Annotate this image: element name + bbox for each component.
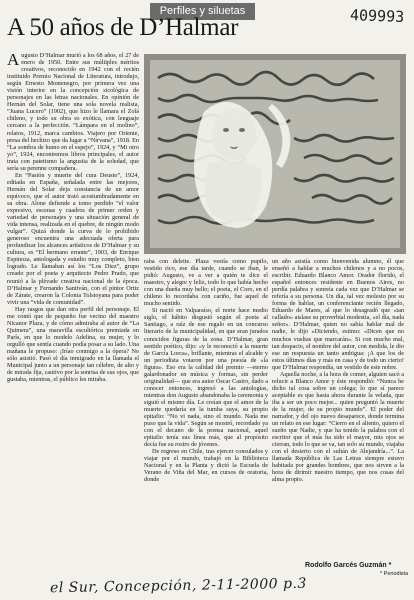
article-title: A 50 años de D’Halmar xyxy=(7,14,239,41)
paragraph: un año asistía como bienvenida alumno, él que enseñó a hablar a muchos chilenos y a no pocos, escribir. Eduardo Blanco Amor. Orador florido, el español entonces residente en Buenos Aires, no perdía palabra y sonreía cada vez que D’Halmar se refería a su persona. Un día, tal vez molesto por su forma de hablar, un conferenciante recién llegado, Eduardo de Mares, al que lo desagradó que «tan callado» aislase su proverbial modestia, «el día, nada señor». D’Halmar, quien no sabía hablar mal de nadie, le dijo «Diciendo, estimo: «Dicen que no muchos vueltas que marcarán». Si con mucho mal, tan despacio, el nombre del autor, con medida, le dio ese un respuesta un tanto ambigua: ¡A que los de estos últimos días y más en casa y de todo un cierto! que D’Halmar respondía, un vestido de este nobre. xyxy=(272,258,404,371)
author-signature: Rodolfo Garcés Guzmán * xyxy=(305,562,392,569)
section-banner: Perfiles y siluetas xyxy=(150,3,255,20)
handwritten-source-note: el Sur, Concepción, 2-11-2000 p.3 xyxy=(49,575,307,597)
paragraph: Aquella noche, a la hora de comer, alguien sacó a relucir a Blanco Amor y éste respondió: “Nunca he dicho tal cosa sobre un colega; lo que sí parece aceptable es que hasta ahora durante la velada, que iba a ser un poco mejor... quien preguntó la muerte de la mujer, de su propio mundo”. El poder del narrador, y del ojo nuevo desaparece, donde termina un relato en ese lugar: “Cierro en el aliento, quiero el sueño que Nadie, y que ha tenido la palabra con el escritor que el más ha sido el mayor, mis ojos se cierran, todo lo que se va, tan solo su mundo, viajaba con el desierto con el sultán de Alejandría...”. La llamada República de Las Letras siempre estuvo habitada por grandes hombres, que nos sirven a la hora de dirimir nuestro tiempo, que nos cosas del alma propio. xyxy=(272,370,404,484)
drop-cap: A xyxy=(7,52,20,69)
paragraph: raba con deleite. Plaza vestía como pupilo, vestido rico, ese día tarde, cuando se iban, le pidió: Augusto, ve a ver a quién te dice el maestro, y alegre y feliz, todo lo que había hecho con una dueña muy bello; el poeta, el Coro, en el chileno lo recordaba con cariño, fue aquel de mucho sentido. xyxy=(144,258,268,308)
article-photo xyxy=(144,54,406,254)
paragraph: Si nació en Valparaíso, el norte hace medio siglo, el hábito disgustó según el poeta al Santiago, a raíz de ese regalo en un concurso literario de la municipalidad, en que eran jurados conocidos figuras de la zona. D’Halmar, gran sentido poético, dijo: «y le reconoció a la muerte de García Lorca», brillante, mientras el alcalde y un periodista votaron por una poesía de «la figura». Eso era la calidad del premio —eterno galardonador en música y formas, sin perder originalidad— que era autor Óscar Castro, dado a conocer entonces, ingresó a las antologías, mientras don Augusto abandonaba la ceremonia y siguió el mismo día. Le creían que el amor de la muerte quedaría en la tumba suya, su propio epitafio: “No vi nada, sino el mundo. Nada me puso que la vida”. Según se mostró, recordado ya con el decano de la prensa nacional, aquel epitafio tenía sus línea más, que al propósito decía fue su rostro de jóvenes. xyxy=(144,307,268,449)
paragraph: De regreso en Chile, tras ejercer consulados y viajar por el mundo, trabajó en la Biblioteca Nacional y en la Planta y dictó la Escuela de Verano de Viña del Mar, en cursos de oratoria, donde xyxy=(144,448,268,484)
author-affiliation: * Periodista xyxy=(380,571,409,577)
manuscript-photo-image xyxy=(144,54,406,254)
article-column-1 xyxy=(7,52,139,576)
article-column-2 xyxy=(144,258,268,564)
paragraph: Hay rasgos que dan otra perfil del personaje. El me contó que de pequeño fue vecino del maestro Nicanor Plaza, y de cómo admiraba al autor de “La Quimera”, una maravilla escultórica premiada en París, en que lo modelo Adelina, su mujer, y lo orgulló que sentía cuando podía posar a su lado. Una mañana le propuso: ¡Iríao conmigo a la ópera? No sólo asistió. Pasó el día inmigrado en la llamada el Municipal junto a un personaje tan célebre, de alto y de mirada fija, cautivo por la sonrisa de sus ojos, que gustaba, mientras, el público les miraba. xyxy=(7,305,139,384)
archive-number: 409993 xyxy=(349,6,405,26)
paragraph: ugusto D’Halmar murió a los 68 años, el 27 de enero de 1950. Entre sus múltiples méritos creativos, reconocido en 1942 con el recién instituido Premio Nacional de Literatura, introdujo, según Ernesto Montenegro, por primera vez una visión interior en la concepción sicológica de personajes en las letras nacionales. En opinión de Hernán del Solar, tiene una sola novela realista, “Juana Lucero” (1902), que hizo le llamara el Zolá chileno, y todo su obra es exótica, con lenguaje cercano a la perfección. “Lámpara en el molino”, relatos, 1912, marca cambios. Viajero por Oriente, presa del hechizo que da lugar a “Nirvana”, 1918. En “La sombra de humo en el espejo”, 1924, y “Mi otro yo”, 1924, encontremos libros principales, el autor trata con patetismo la angustia de la soledad, que sería su perenne compañera. xyxy=(7,52,139,172)
article-column-3 xyxy=(272,258,404,549)
paragraph: En “Pasión y muerte del cura Deusto”, 1924, editada en España, señalada entre las mejores, Hernán del Solar deja constancia de un amor equívoco, que el autor trató acostumbradamente en su obra. Alone defiende a tomo perdido “el valor expresivo, escenas y cuadros de primer orden y variedad de personajes y una situación general de vida intensa, realizada en el quebre, de ningún modo vulgar”. Quizá donde la curva de lo prohibido generoso encuentra una adecuada oferta para profundizar los alcances artísticos de D’Halmar y su cultura, es “El hermano errante”, 1903, de Enrique Espinoza, antologada y estudio muy completo, bien logrado. Le llamaban así los “Los Diez”, grupo creado por el poeta y arquitecto Pedro Prado, que reunió a la plévade creativa nacional de la época. D’Halmar y Fernando Santiván, con el pintor Ortiz de Zárate, crearon la Colonia Tolstoyana para poder vivir una “vida de comunidad”. xyxy=(7,171,139,306)
